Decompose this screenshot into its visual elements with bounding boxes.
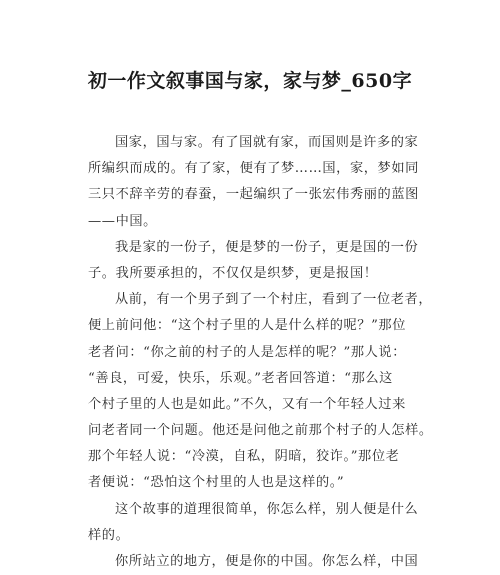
text-line: 所编织而成的。有了家，便有了梦……国，家，梦如同 [88, 161, 419, 177]
text-line: 你所站立的地方，便是你的中国。你怎么样，中国 [115, 554, 419, 569]
text-line: 样的。 [88, 527, 130, 543]
text-line: ——中国。 [88, 213, 157, 229]
text-line: 老者问：“你之前的村子的人是怎样的呢？”那人说： [88, 344, 407, 360]
text-line: 那个年轻人说：“冷漠，自私，阴暗，狡诈。”那位老 [88, 449, 400, 465]
text-line: 三只不辞辛劳的春蚕，一起编织了一张宏伟秀丽的蓝图 [88, 187, 419, 203]
text-line: 者便说：“恐怕这个村里的人也是这样的。” [88, 475, 345, 491]
text-line: 我是家的一份子，便是梦的一份子，更是国的一份 [115, 239, 419, 255]
text-line: 子。我所要承担的，不仅仅是织梦，更是报国！ [88, 265, 378, 281]
text-line: 这个故事的道理很简单，你怎么样，别人便是什么 [115, 501, 419, 517]
text-line: 问老者同一个问题。他还是问他之前那个村子的人怎样。 [88, 423, 433, 439]
document-body [88, 130, 433, 575]
text-line: 从前，有一个男子到了一个村庄，看到了一位老者， [115, 292, 433, 308]
text-line: 便上前问他：“这个村子里的人是什么样的呢？”那位 [88, 318, 407, 334]
text-line: 国家，国与家。有了国就有家，而国则是许多的家 [115, 135, 419, 150]
text-line: “善良，可爱，快乐，乐观。”老者回答道：“那么这 [88, 370, 393, 386]
document-title: 初一作文叙事国与家，家与梦_650字 [87, 70, 413, 92]
text-line: 个村子里的人也是如此。”不久，又有一个年轻人过来 [88, 396, 406, 412]
